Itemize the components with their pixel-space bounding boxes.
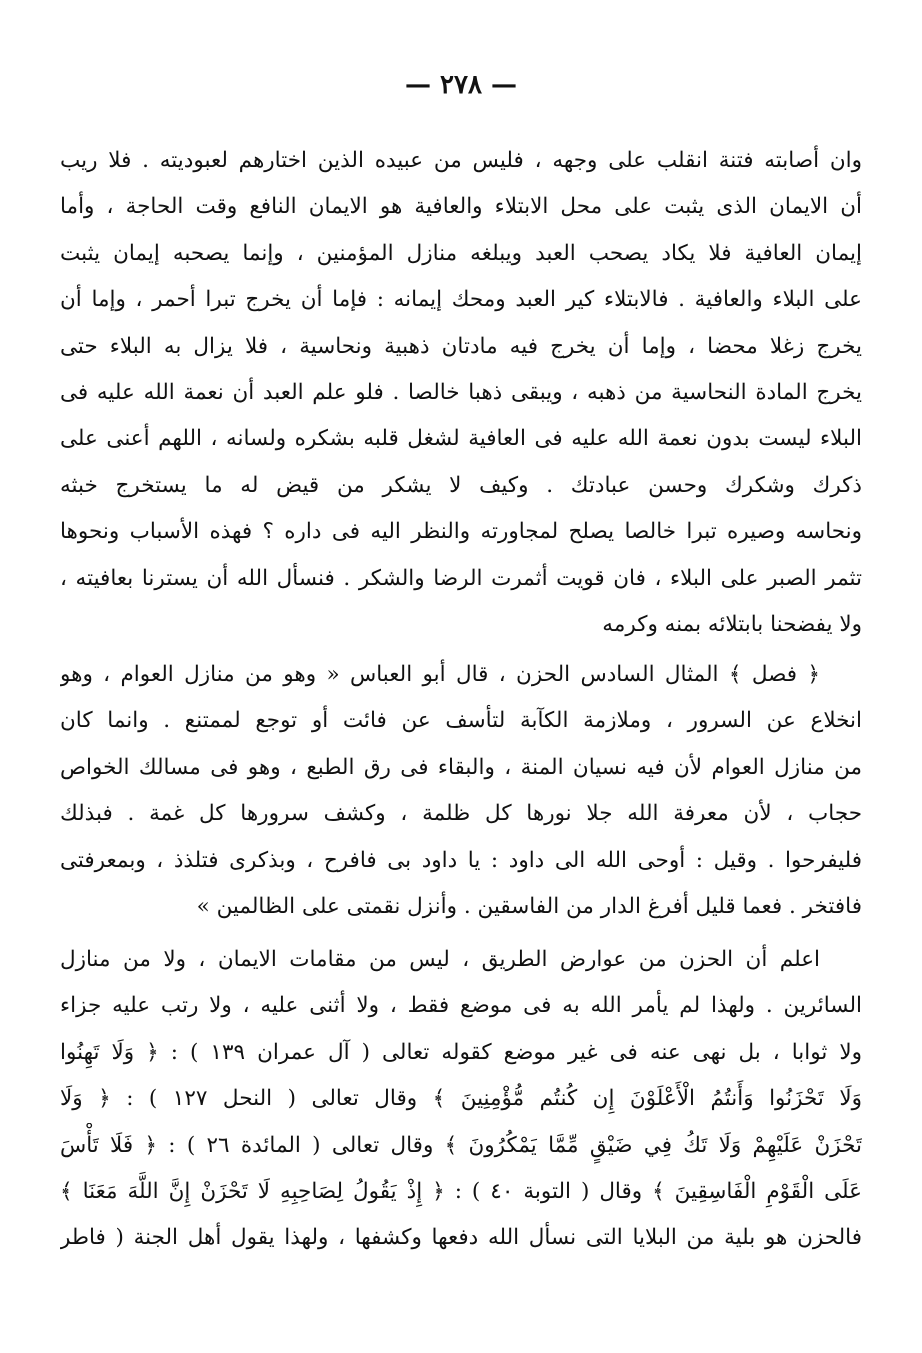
text-line: فليفرحوا . وقيل : أوحى الله الى داود : يا داود بى فافرح ، وبذكرى فتلذذ ، وبمعرفتى bbox=[60, 847, 862, 873]
text-line: السائرين . ولهذا لم يأمر الله به فى موضع فقط ، ولا أثنى عليه ، ولا رتب عليه جزاء bbox=[60, 993, 862, 1019]
text-line: عَلَى الْقَوْمِ الْفَاسِقِينَ ﴾ وقال ( التوبة ٤٠ ) : ﴿ إِذْ يَقُولُ لِصَاحِبِهِ لَا تَحْزَنْ إِنَّ اللَّهَ مَعَنَا ﴾ bbox=[60, 1178, 862, 1204]
text-line: حجاب ، لأن معرفة الله جلا نورها كل ظلمة ، وكشف سرورها كل غمة . فبذلك bbox=[60, 801, 862, 827]
text-line: وان أصابته فتنة انقلب على وجهه ، فليس من عبيده الذين اختارهم لعبوديته . فلا ريب bbox=[60, 148, 862, 173]
text-line: أن الايمان الذى يثبت على محل الابتلاء والعافية هو الايمان النافع وقت الحاجة ، وأما bbox=[60, 194, 862, 220]
text-line: على البلاء والعافية . فالابتلاء كير العبد ومحك إيمانه : فإما أن يخرج تبرا أحمر ، وإما أن bbox=[60, 287, 862, 313]
text-line: فافتخر . فعما قليل أفرغ الدار من الفاسقين . وأنزل نقمتى على الظالمين » bbox=[196, 893, 862, 919]
text-line: يخرج زغلا محضا ، وإما أن يخرج فيه مادتان ذهبية ونحاسية ، فلا يزال به البلاء حتى bbox=[60, 333, 862, 359]
text-line: فالحزن هو بلية من البلايا التى نسأل الله دفعها وكشفها ، ولهذا يقول أهل الجنة ( فاطر bbox=[60, 1225, 862, 1251]
text-line: ﴿ فصل ﴾ المثال السادس الحزن ، قال أبو العباس « وهو من منازل العوام ، وهو bbox=[60, 662, 820, 687]
text-line: يخرج المادة النحاسية من ذهبه ، ويبقى ذهبا خالصا . فلو علم العبد أن نعمة الله عليه فى bbox=[60, 379, 862, 405]
text-line: اعلم أن الحزن من عوارض الطريق ، ليس من مقامات الايمان ، ولا من منازل bbox=[60, 947, 820, 972]
text-line: ونحاسه وصيره تبرا خالصا يصلح لمجاورته والنظر اليه فى داره ؟ فهذه الأسباب ونحوها bbox=[60, 519, 862, 545]
text-line: البلاء ليست بدون نعمة الله عليه فى العافية لشغل قلبه بشكره ولسانه ، اللهم أعنى على bbox=[60, 426, 862, 452]
text-line: تثمر الصبر على البلاء ، فان قويت أثمرت الرضا والشكر . فنسأل الله أن يسترنا بعافيته ، bbox=[60, 565, 862, 591]
text-line: ولا يفضحنا بابتلائه بمنه وكرمه bbox=[602, 611, 862, 637]
text-line: انخلاع عن السرور ، وملازمة الكآبة لتأسف عن فائت أو توجع لممتنع . وانما كان bbox=[60, 708, 862, 734]
paragraph-1 bbox=[60, 138, 862, 648]
text-line: من منازل العوام لأن فيه نسيان المنة ، والبقاء فى رق الطبع ، وهو فى مسالك الخواص bbox=[60, 754, 862, 780]
page-number: — ٢٧٨ — bbox=[404, 70, 518, 100]
text-line: ولا ثوابا ، بل نهى عنه فى غير موضع كقوله تعالى ( آل عمران ١٣٩ ) : ﴿ وَلَا تَهِنُوا bbox=[60, 1039, 862, 1065]
text-line: ذكرك وشكرك وحسن عبادتك . وكيف لا يشكر من قيض له ما يستخرج خبثه bbox=[60, 472, 862, 498]
text-line: تَحْزَنْ عَلَيْهِمْ وَلَا تَكُ فِي ضَيْقٍ مِّمَّا يَمْكُرُونَ ﴾ وقال تعالى ( المائدة ٢٦ ) : ﴿ فَلَا تَأْسَ bbox=[60, 1132, 862, 1158]
paragraph-2 bbox=[60, 652, 862, 930]
text-line: إيمان العافية فلا يكاد يصحب العبد ويبلغه منازل المؤمنين ، وإنما يصحبه إيمان يثبت bbox=[60, 240, 862, 266]
paragraph-3 bbox=[60, 937, 862, 1262]
text-line: وَلَا تَحْزَنُوا وَأَنتُمُ الْأَعْلَوْنَ إِن كُنتُم مُّؤْمِنِينَ ﴾ وقال تعالى ( النحل ١٢٧ ) : ﴿ وَلَا bbox=[60, 1086, 862, 1112]
